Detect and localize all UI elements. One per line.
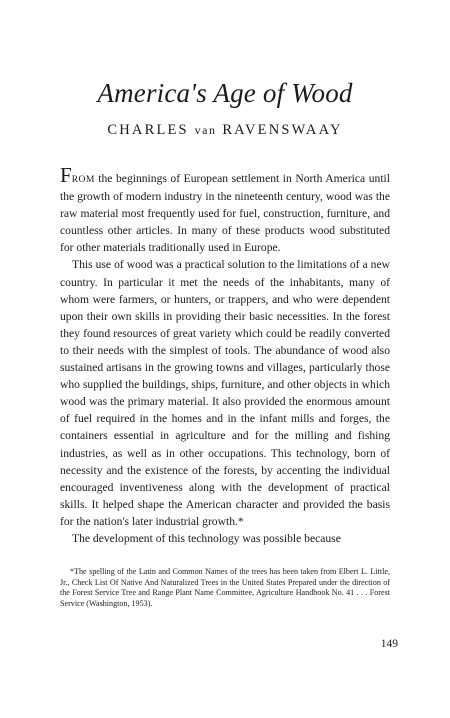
paragraph-1 [60, 163, 390, 256]
article-title: America's Age of Wood [97, 78, 353, 108]
paragraph-2: This use of wood was a practical solution to the limitations of a new country. In particular it met the needs of the inhabitants, many of whom were farmers, or hunters, or trappers, and who were dependent upon their own skills in providing their basic necessities. In the forest they found resources of great variety which could be readily converted to their needs with the simplest of tools. The abundance of wood also sustained artisans in the growing towns and villages, particularly those who supplied the buildings, ships, furniture, and other objects in which wood was the primary material. It also provided the enormous amount of fuel required in the homes and in the infant mills and forges, the containers essential in agriculture and for the milling and fishing industries, as well as in other occupations. This technology, born of necessity and the existence of the forests, by accenting the individual encouraged inventiveness along with the development of practical skills. It helped shape the American character and provided the basis for the nation's later industrial growth.* [60, 258, 390, 528]
author-last-name: RAVENSWAAY [222, 122, 343, 138]
body-text [60, 163, 390, 547]
footnote [60, 567, 390, 609]
paragraph-3: The development of this technology was possible because [72, 531, 341, 545]
page-number: 149 [380, 638, 398, 650]
footnote-text: *The spelling of the Latin and Common Names of the trees has been taken from Elbert L. Little, Jr., Check List Of Native And Naturalized Trees in the United States Prepared under the direction of the Forest Service Tree and Range Plant Name Committee, Agriculture Handbook No. 41 . . . Forest Service (Washington, 1953). [60, 567, 390, 608]
paragraph-1-text: the beginnings of European settlement in North America until the growth of modern industry in the nineteenth century, wood was the raw material most frequently used for fuel, construction, furniture, and countless other articles. In many of these products wood substituted for other materials traditionally used in Europe. [60, 172, 390, 255]
article-author [0, 122, 450, 139]
author-first-name: CHARLES [107, 122, 189, 138]
author-name-particle: van [194, 123, 217, 137]
opening-small-caps: ROM [71, 174, 95, 185]
drop-cap: F [60, 163, 72, 187]
